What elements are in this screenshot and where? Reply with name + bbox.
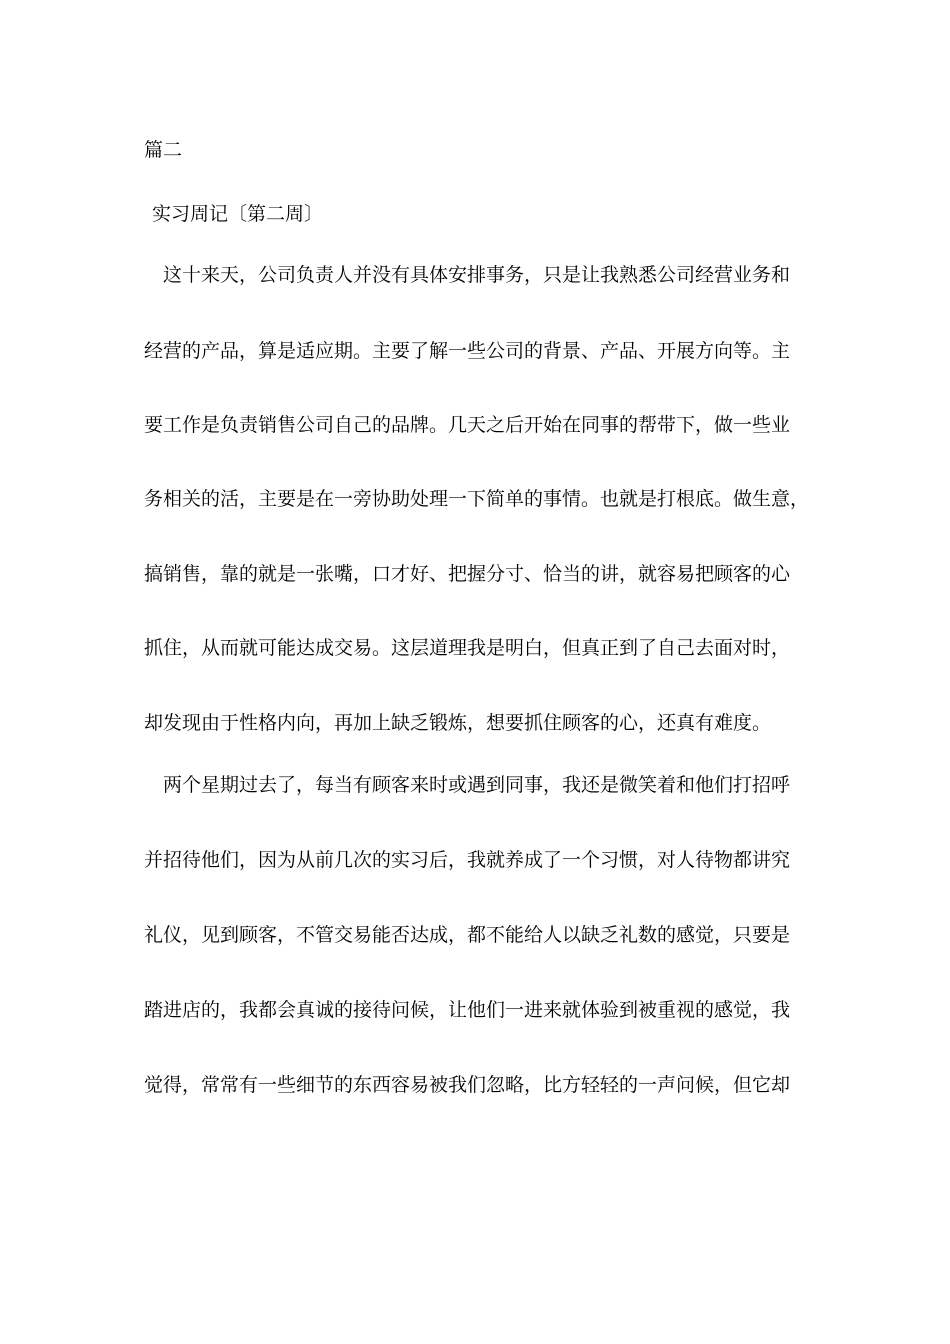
paragraph-line: 踏进店的，我都会真诚的接待问候，让他们一进来就体验到被重视的感觉，我	[144, 999, 791, 1021]
paragraph-line: 要工作是负责销售公司自己的品牌。几天之后开始在同事的帮带下，做一些业	[144, 414, 791, 436]
paragraph-line: 礼仪，见到顾客，不管交易能否达成，都不能给人以缺乏礼数的感觉，只要是	[144, 924, 791, 946]
paragraph-line: 并招待他们，因为从前几次的实习后，我就养成了一个习惯，对人待物都讲究	[144, 849, 791, 871]
paragraph-line: 务相关的活，主要是在一旁协助处理一下简单的事情。也就是打根底。做生意，	[144, 488, 810, 510]
paragraph-line: 经营的产品，算是适应期。主要了解一些公司的背景、产品、开展方向等。主	[144, 340, 791, 362]
paragraph-line: 却发现由于性格内向，再加上缺乏锻炼，想要抓住顾客的心，还真有难度。	[144, 712, 772, 734]
paragraph-line: 这十来天，公司负责人并没有具体安排事务，只是让我熟悉公司经营业务和	[163, 264, 791, 286]
paragraph-line: 搞销售，靠的就是一张嘴，口才好、把握分寸、恰当的讲，就容易把顾客的心	[144, 563, 791, 585]
paragraph-line: 觉得，常常有一些细节的东西容易被我们忽略，比方轻轻的一声问候，但它却	[144, 1074, 791, 1096]
paragraph-line: 两个星期过去了，每当有顾客来时或遇到同事，我还是微笑着和他们打招呼	[163, 774, 791, 796]
section-subheading: 实习周记〔第二周〕	[152, 203, 324, 225]
section-heading: 篇二	[144, 139, 183, 161]
paragraph-line: 抓住，从而就可能达成交易。这层道理我是明白，但真正到了自己去面对时，	[144, 637, 791, 659]
